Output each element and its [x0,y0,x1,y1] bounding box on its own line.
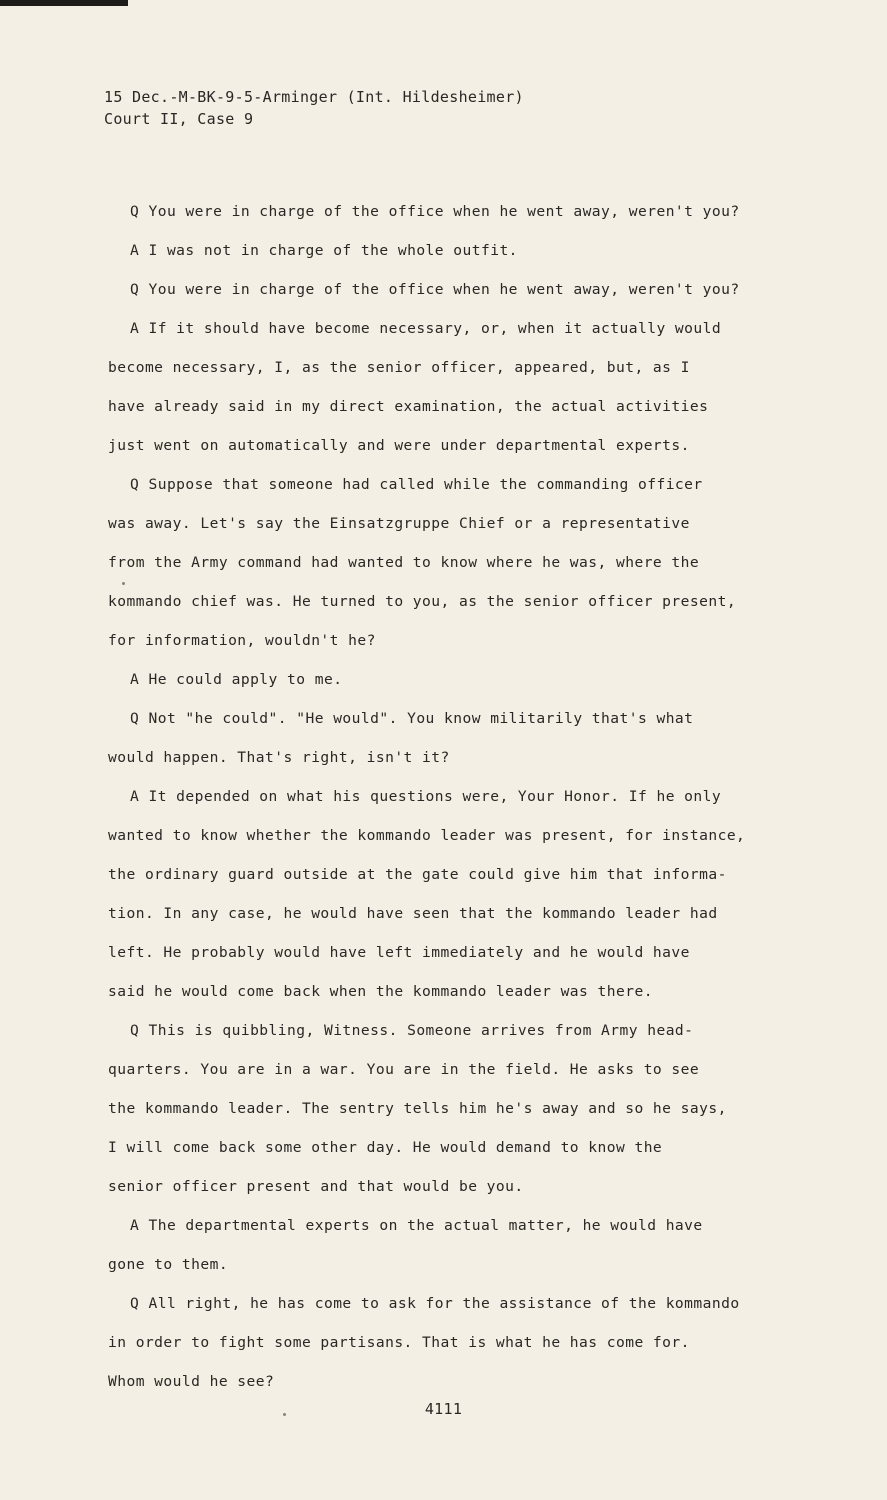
transcript-line: the ordinary guard outside at the gate could give him that informa- [108,866,727,883]
transcript-line: have already said in my direct examination, the actual activities [108,398,709,415]
transcript-line: Q This is quibbling, Witness. Someone arrives from Army head- [130,1022,694,1039]
header-line-2: Court II, Case 9 [104,110,254,128]
transcript-line: just went on automatically and were under departmental experts. [108,437,690,454]
transcript-line: for information, wouldn't he? [108,632,376,649]
transcript-line: Q You were in charge of the office when he went away, weren't you? [130,203,740,220]
transcript-line: said he would come back when the kommando leader was there. [108,983,653,1000]
paper-speck [122,582,125,585]
transcript-body [108,199,788,1408]
transcript-line: A If it should have become necessary, or, when it actually would [130,320,722,337]
transcript-line: quarters. You are in a war. You are in the field. He asks to see [108,1061,700,1078]
transcript-line: would happen. That's right, isn't it? [108,749,450,766]
transcript-line: A He could apply to me. [130,671,343,688]
paper-speck [283,1413,286,1416]
header-line-1: 15 Dec.-M-BK-9-5-Arminger (Int. Hildesheimer) [104,88,524,106]
transcript-line: I will come back some other day. He would demand to know the [108,1139,663,1156]
transcript-line: Q Suppose that someone had called while the commanding officer [130,476,703,493]
transcript-line: become necessary, I, as the senior officer, appeared, but, as I [108,359,690,376]
transcript-line: kommando chief was. He turned to you, as the senior officer present, [108,593,737,610]
transcript-line: tion. In any case, he would have seen that the kommando leader had [108,905,718,922]
transcript-line: Q All right, he has come to ask for the assistance of the kommando [130,1295,740,1312]
transcript-line: was away. Let's say the Einsatzgruppe Chief or a representative [108,515,690,532]
page-number: 4111 [424,1400,463,1418]
transcript-line: gone to them. [108,1256,229,1273]
transcript-line: from the Army command had wanted to know where he was, where the [108,554,700,571]
transcript-line: in order to fight some partisans. That is what he has come for. [108,1334,690,1351]
transcript-line: Q You were in charge of the office when he went away, weren't you? [130,281,740,298]
transcript-line: the kommando leader. The sentry tells him he's away and so he says, [108,1100,727,1117]
transcript-line: Whom would he see? [108,1373,275,1390]
transcript-line: left. He probably would have left immediately and he would have [108,944,690,961]
transcript-line: A The departmental experts on the actual matter, he would have [130,1217,703,1234]
transcript-line: senior officer present and that would be you. [108,1178,524,1195]
transcript-line: A I was not in charge of the whole outfit. [130,242,518,259]
document-header [104,86,524,130]
transcript-line: A It depended on what his questions were, Your Honor. If he only [130,788,722,805]
transcript-line: Q Not "he could". "He would". You know militarily that's what [130,710,694,727]
transcript-line: wanted to know whether the kommando leader was present, for instance, [108,827,746,844]
